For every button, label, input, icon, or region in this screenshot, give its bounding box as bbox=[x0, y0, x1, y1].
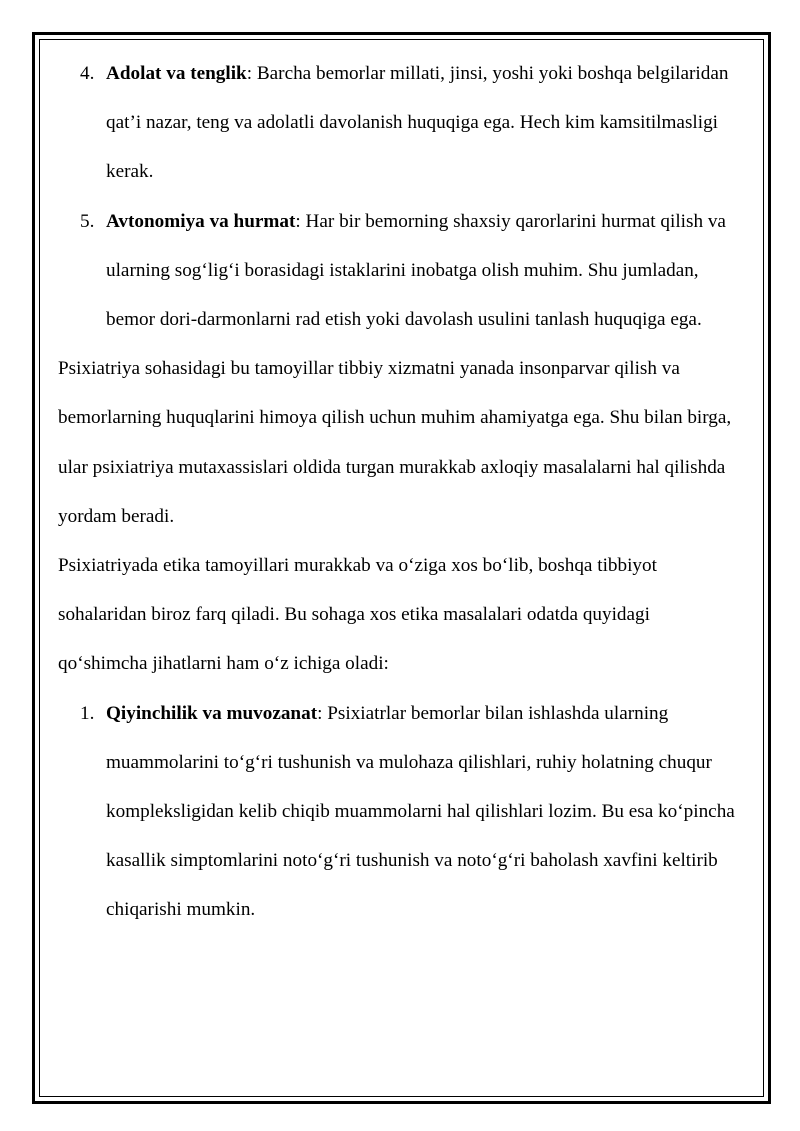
additional-aspects-list bbox=[58, 689, 738, 935]
list-number: 1. bbox=[80, 702, 95, 724]
paragraph-principles: Psixiatriya sohasidagi bu tamoyillar tibbiy xizmatni yanada insonparvar qilish va bemorlarning huquqlarini himoya qilish uchun muhim ahamiyatga ega. Shu bilan birga, ular psixiatriya mutaxassislari oldida turgan murakkab axloqiy masalalarni hal qilishda yordam beradi. bbox=[58, 358, 732, 527]
list-item-avtonomiya bbox=[58, 197, 738, 345]
list-item-adolat bbox=[58, 49, 738, 197]
list-item-qiyinchilik bbox=[58, 689, 738, 935]
list-term: Adolat va tenglik bbox=[106, 63, 247, 84]
list-text: : Har bir bemorning shaxsiy qarorlarini hurmat qilish va ularning sog‘lig‘i borasidagi istaklarini inobatga olish muhim. Shu jumladan, bemor dori-darmonlarni rad etish yoki davolash usulini tanlash huquqiga ega. bbox=[106, 210, 726, 331]
principles-list bbox=[58, 49, 738, 344]
list-text: : Barcha bemorlar millati, jinsi, yoshi yoki boshqa belgilaridan qat’i nazar, teng va adolatli davolanish huquqiga ega. Hech kim kamsitilmasligi kerak. bbox=[106, 63, 729, 183]
document-body bbox=[58, 49, 738, 935]
list-term: Avtonomiya va hurmat bbox=[106, 210, 296, 232]
list-number: 4. bbox=[80, 63, 95, 84]
list-term: Qiyinchilik va muvozanat bbox=[106, 702, 318, 724]
list-number: 5. bbox=[80, 210, 95, 232]
list-text: : Psixiatrlar bemorlar bilan ishlashda ularning muammolarini to‘g‘ri tushunish va mulohaza qilishlari, ruhiy holatning chuqur kompleksligidan kelib chiqib muammolarni hal qilishlari lozim. Bu esa ko‘pincha kasallik simptomlarini noto‘g‘ri tushunish va noto‘g‘ri baholash xavfini keltirib chiqarishi mumkin. bbox=[106, 702, 735, 921]
paragraph-ethics: Psixiatriyada etika tamoyillari murakkab va o‘ziga xos bo‘lib, boshqa tibbiyot sohalaridan biroz farq qiladi. Bu sohaga xos etika masalalari odatda quyidagi qo‘shimcha jihatlarni ham o‘z ichiga oladi: bbox=[58, 555, 657, 675]
